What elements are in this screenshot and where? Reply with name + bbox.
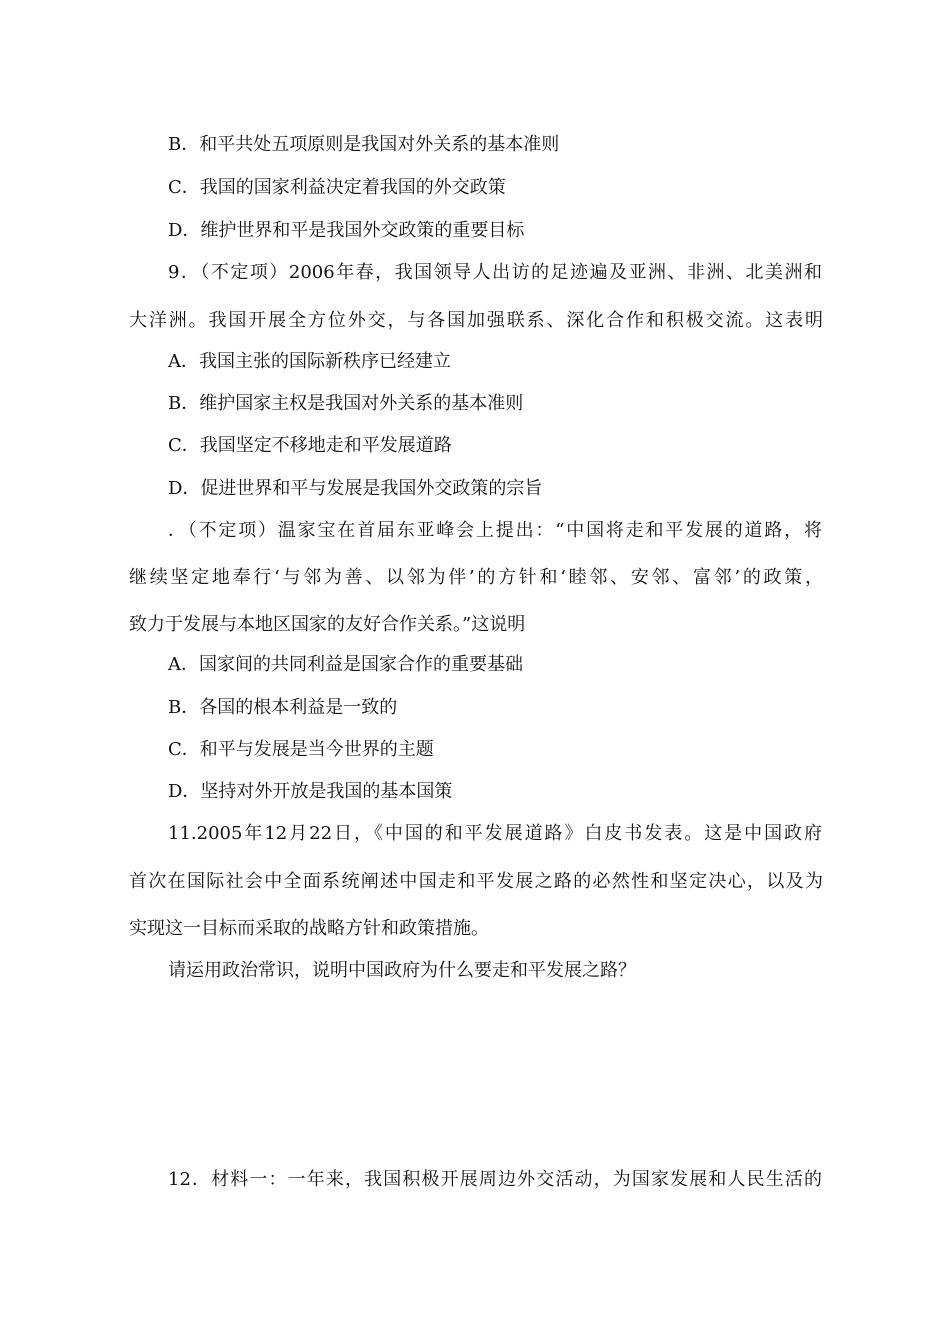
q8-option-b: B．和平共处五项原则是我国对外关系的基本准则 — [168, 134, 560, 155]
q11-stem-line-1: 11.2005年12月22日，《中国的和平发展道路》白皮书发表。这是中国政府 — [168, 823, 822, 844]
q9-stem-line-1: 9．（不定项）2006年春，我国领导人出访的足迹遍及亚洲、非洲、北美洲和 — [168, 262, 822, 283]
q10-stem-line-2: 继续坚定地奉行‘与邻为善、以邻为伴’的方针和‘睦邻、安邻、富邻’的政策， — [129, 567, 823, 588]
q10-option-a: A．国家间的共同利益是国家合作的重要基础 — [168, 654, 523, 675]
q8-option-d: D．维护世界和平是我国外交政策的重要目标 — [168, 220, 525, 241]
q11-prompt: 请运用政治常识，说明中国政府为什么要走和平发展之路？ — [168, 960, 636, 981]
q9-stem-line-2: 大洋洲。我国开展全方位外交，与各国加强联系、深化合作和积极交流。这表明 — [129, 310, 823, 331]
q10-stem-line-3: 致力于发展与本地区国家的友好合作关系。”这说明 — [129, 614, 526, 635]
q10-option-d: D．坚持对外开放是我国的基本国策 — [168, 781, 453, 802]
q9-option-b: B．维护国家主权是我国对外关系的基本准则 — [168, 393, 524, 414]
q10-option-c: C．和平与发展是当今世界的主题 — [168, 739, 434, 760]
q12-stem-line-1: 12．材料一：一年来，我国积极开展周边外交活动，为国家发展和人民生活的 — [168, 1169, 822, 1190]
q10-stem-line-1: ．（不定项）温家宝在首届东亚峰会上提出：“中国将走和平发展的道路，将 — [168, 520, 822, 541]
q8-option-c: C．我国的国家利益决定着我国的外交政策 — [168, 177, 506, 198]
q11-stem-line-2: 首次在国际社会中全面系统阐述中国走和平发展之路的必然性和坚定决心，以及为 — [129, 871, 823, 892]
q10-option-b: B．各国的根本利益是一致的 — [168, 697, 398, 718]
q9-option-c: C．我国坚定不移地走和平发展道路 — [168, 435, 452, 456]
q11-stem-line-3: 实现这一目标而采取的战略方针和政策措施。 — [129, 918, 489, 939]
q9-option-a: A．我国主张的国际新秩序已经建立 — [168, 351, 451, 372]
q9-option-d: D．促进世界和平与发展是我国外交政策的宗旨 — [168, 478, 543, 499]
